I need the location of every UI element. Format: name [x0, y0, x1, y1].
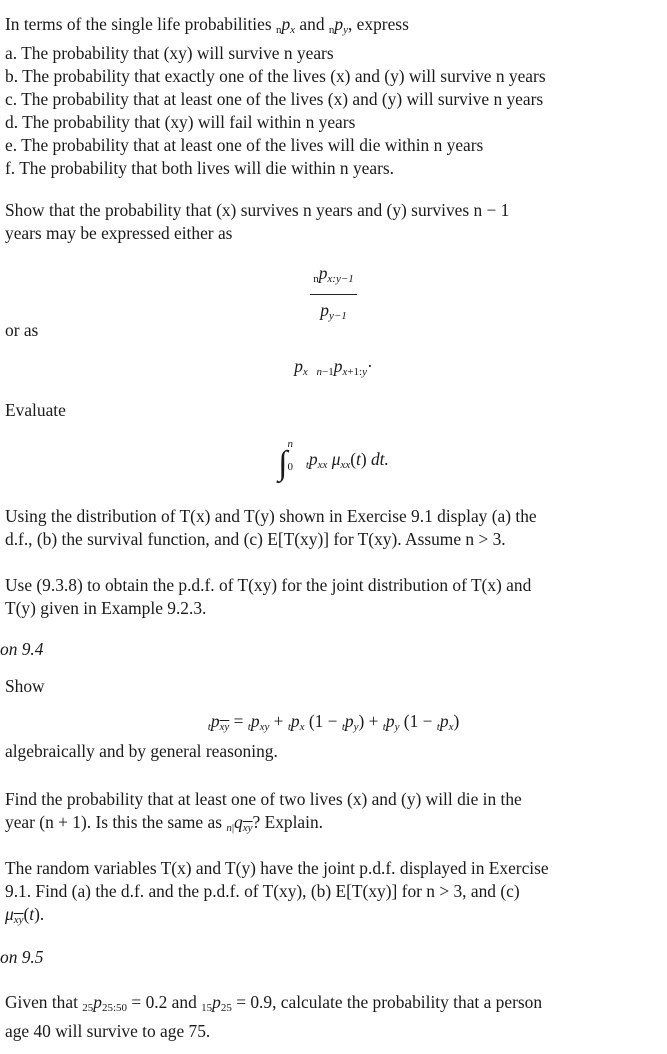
- list-item: e. The probability that at least one of the lives will die within n years: [5, 135, 484, 155]
- exercise-text-line: Show that the probability that (x) survives n years and (y) survives n − 1: [5, 200, 510, 220]
- exercise-joint-life-express: [5, 13, 660, 180]
- exercise-joint-pdf: [5, 857, 660, 932]
- evaluate-label: Evaluate: [5, 400, 66, 420]
- exercise-distribution-display: [5, 505, 660, 551]
- exercise-text-line: age 40 will survive to age 75.: [5, 1021, 211, 1041]
- exercise-text-line: year (n + 1). Is this the same as $n|q_{\overline{xy}}$? Explain.: [5, 812, 324, 834]
- exercise-intro: In terms of the single life probabilities $np_x$ and $np_y$, express: [5, 14, 409, 36]
- exercise-text-line: 9.1. Find (a) the d.f. and the p.d.f. of T(xy), (b) E[T(xy)] for n > 3, and (c): [5, 881, 520, 901]
- exercise-survival-calculation: [5, 991, 660, 1043]
- exercise-text-line: The random variables T(x) and T(y) have the joint p.d.f. displayed in Exercise: [5, 858, 549, 878]
- exercise-text-line: Given that $25p_{25:50} = 0.2$ and $15p_{25} = 0.9$, calculate the probability that a person: [5, 992, 543, 1014]
- exercise-death-in-year: [5, 788, 660, 840]
- force-of-mortality-symbol: $\mu_{\overline{xy}}(t)$.: [5, 904, 45, 926]
- exercise-text-line: algebraically and by general reasoning.: [5, 741, 278, 761]
- exercise-text-line: d.f., (b) the survival function, and (c) E[T(xy)] for T(xy). Assume n > 3.: [5, 529, 506, 549]
- fraction-formula: $\frac{np_{x:y-1}}{p_{y-1}}$: [0, 262, 667, 328]
- deferred-q-symbol: $n|q_{\overline{xy}}$: [226, 812, 253, 834]
- exercise-survival-expression: [5, 199, 660, 245]
- exercise-text-line: T(y) given in Example 9.2.3.: [5, 598, 207, 618]
- last-survivor-identity: $tp_{\overline{xy}} = tp_{xy} + tp_x$ $(1 - tp_y) + tp_y$ $(1 - tp_x)$: [207, 711, 460, 733]
- exercise-text-line: Find the probability that at least one of two lives (x) and (y) will die in the: [5, 789, 522, 809]
- npy-symbol: $np_y$: [328, 14, 348, 36]
- npx-symbol: $np_x$: [275, 14, 296, 36]
- exercise-text-line: Use (9.3.8) to obtain the p.d.f. of T(xy) for the joint distribution of T(x) and: [5, 575, 532, 595]
- list-item: c. The probability that at least one of the lives (x) and (y) will survive n years: [5, 89, 544, 109]
- list-item: f. The probability that both lives will die within n years.: [5, 158, 394, 178]
- section-heading-9-4: on 9.4: [0, 639, 44, 659]
- or-as-label: or as: [5, 320, 39, 340]
- integral-formula: ∫ n 0 $tp_{xx}$ $\mu_{xx}(t)$ dt.: [278, 438, 389, 482]
- show-label: Show: [5, 676, 45, 696]
- exercise-text-line: years may be expressed either as: [5, 223, 233, 243]
- list-item: a. The probability that (xy) will survive n years: [5, 43, 334, 63]
- product-formula: $p_x$ $n-1p_{x+1:y}\cdot$: [294, 356, 373, 378]
- list-item: b. The probability that exactly one of the lives (x) and (y) will survive n years: [5, 66, 546, 86]
- exercise-pdf-joint: [5, 574, 660, 620]
- list-item: d. The probability that (xy) will fail within n years: [5, 112, 356, 132]
- exercise-text-line: Using the distribution of T(x) and T(y) shown in Exercise 9.1 display (a) the: [5, 506, 537, 526]
- section-heading-9-5: on 9.5: [0, 947, 44, 967]
